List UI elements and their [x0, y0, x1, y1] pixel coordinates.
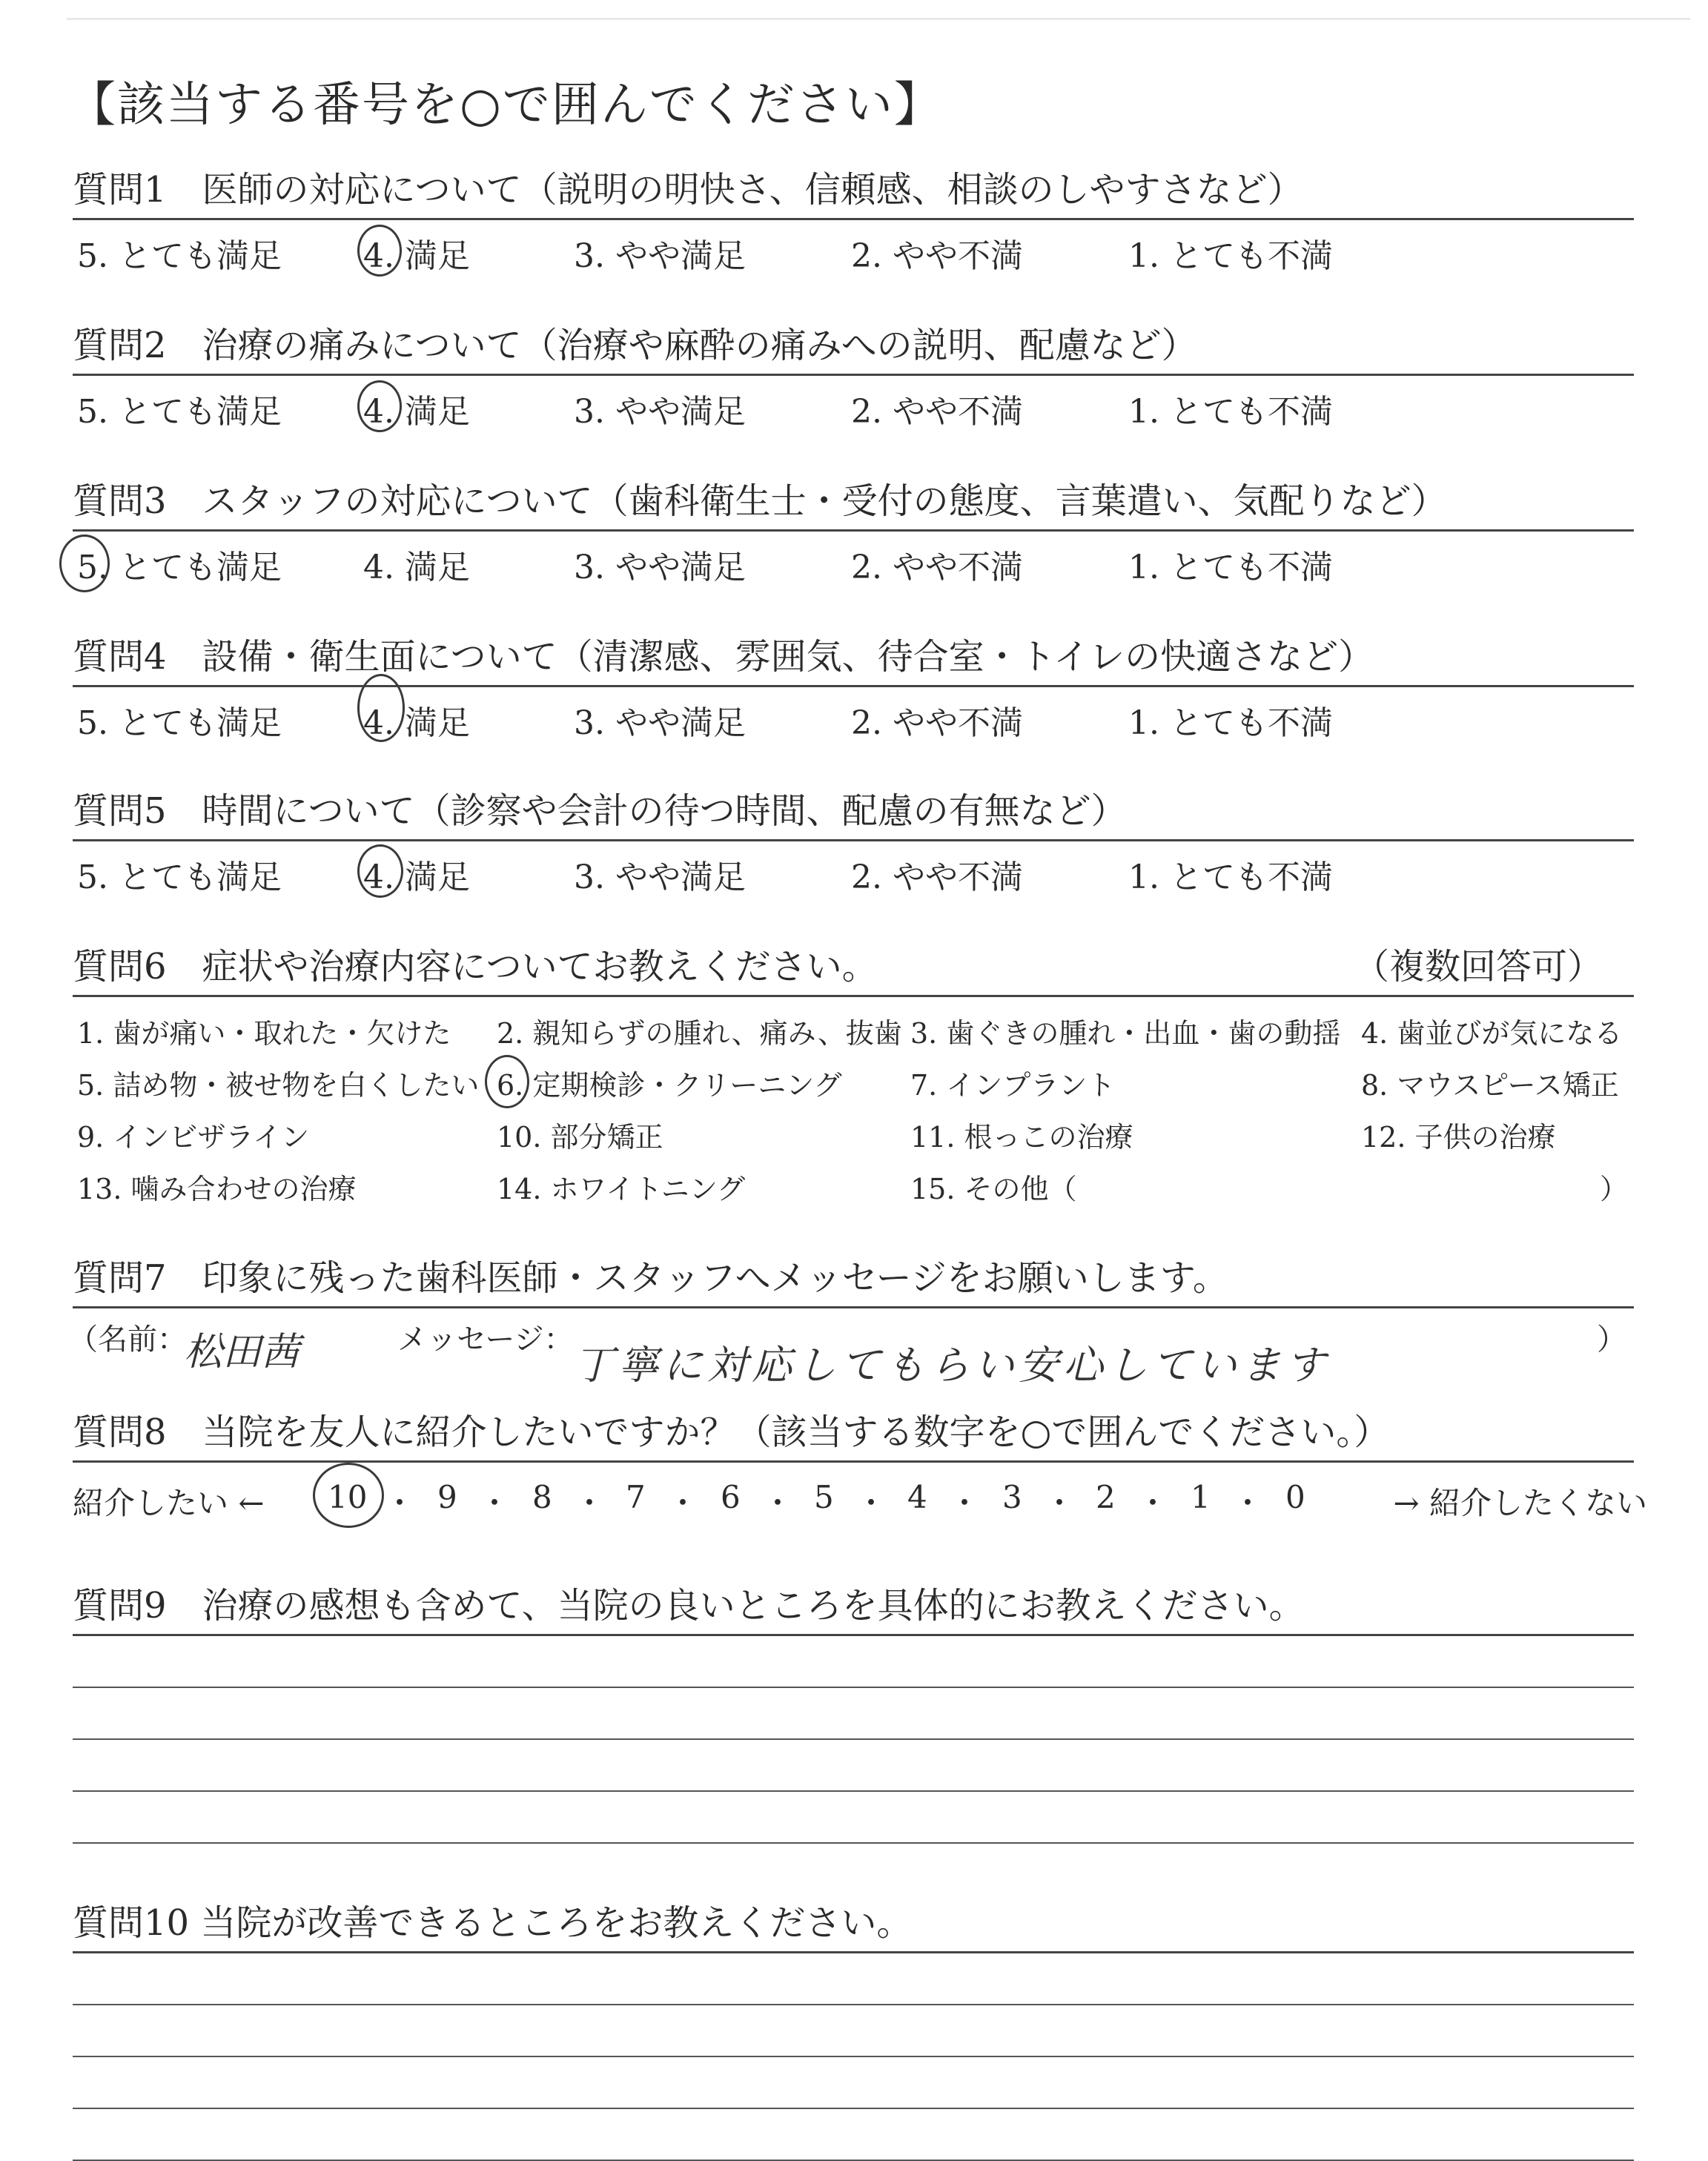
option-3[interactable]: 3. やや満足 — [574, 393, 746, 431]
question-1-options — [73, 220, 1634, 279]
answer-line[interactable] — [73, 1740, 1634, 1792]
scale-value[interactable]: 10 — [328, 1479, 368, 1515]
question-3-options — [73, 532, 1634, 591]
treatment-option[interactable]: 3. 歯ぐきの腫れ・出血・歯の動揺 — [910, 1017, 1341, 1050]
question-2 — [73, 313, 1634, 435]
option-5[interactable]: 5. とても満足 — [77, 704, 282, 742]
scale-value[interactable]: 5 — [814, 1479, 834, 1515]
scale-value[interactable]: 9 — [437, 1479, 457, 1515]
option-2[interactable]: 2. やや不満 — [851, 549, 1023, 586]
other-close-paren: ） — [1599, 1173, 1628, 1205]
treatment-option[interactable]: 8. マウスピース矯正 — [1361, 1069, 1619, 1102]
selected-circle-mark — [357, 225, 402, 277]
option-4[interactable]: 4. 満足 — [363, 549, 470, 586]
option-2[interactable]: 2. やや不満 — [851, 704, 1023, 742]
recommend-right-label: → 紹介したくない — [1393, 1485, 1647, 1521]
option-3[interactable]: 3. やや満足 — [574, 704, 746, 742]
question-9-text: 質問9 治療の感想も含めて、当院の良いところを具体的にお教えください。 — [73, 1585, 1305, 1626]
option-1[interactable]: 1. とても不満 — [1128, 858, 1333, 896]
answer-line[interactable] — [73, 2005, 1634, 2057]
question-7 — [68, 1245, 1634, 1389]
scale-value[interactable]: 8 — [532, 1479, 552, 1515]
question-8 — [73, 1394, 1647, 1529]
scale-value[interactable]: 1 — [1191, 1479, 1211, 1515]
question-1-text: 質問1 医師の対応について（説明の明快さ、信頼感、相談のしやすさなど） — [73, 169, 1303, 211]
question-4 — [73, 624, 1634, 747]
treatment-options-grid — [73, 997, 1634, 1209]
option-5[interactable]: 5. とても満足 — [77, 237, 282, 275]
selected-circle-mark — [357, 674, 405, 742]
recommend-left-label: 紹介したい ← — [73, 1485, 265, 1521]
option-1[interactable]: 1. とても不満 — [1128, 393, 1333, 431]
option-3[interactable]: 3. やや満足 — [574, 237, 746, 275]
question-4-options — [73, 687, 1634, 747]
treatment-option[interactable]: 11. 根っこの治療 — [910, 1121, 1133, 1154]
option-4[interactable]: 4. 満足 — [363, 704, 470, 742]
option-2[interactable]: 2. やや不満 — [851, 858, 1023, 896]
option-4[interactable]: 4. 満足 — [363, 858, 470, 896]
form-title: 【該当する番号を○で囲んでください】 — [68, 78, 943, 133]
scale-separator: ・ — [762, 1485, 794, 1521]
scale-separator: ・ — [1044, 1485, 1076, 1521]
question-10-text: 質問10 当院が改善できるところをお教えください。 — [73, 1902, 913, 1944]
message-close-paren: ） — [1597, 1323, 1626, 1357]
question-2-options — [73, 376, 1634, 435]
option-4[interactable]: 4. 満足 — [363, 237, 470, 275]
treatment-option[interactable]: 10. 部分矯正 — [497, 1121, 663, 1154]
scale-value[interactable]: 6 — [721, 1479, 741, 1515]
answer-line[interactable] — [73, 1953, 1634, 2005]
treatment-option[interactable]: 15. その他（ — [910, 1173, 1077, 1205]
scale-value[interactable]: 0 — [1285, 1479, 1305, 1515]
scan-edge — [67, 18, 1690, 20]
scale-separator: ・ — [1232, 1485, 1264, 1521]
question-3 — [73, 469, 1634, 591]
question-6 — [73, 934, 1634, 1209]
option-1[interactable]: 1. とても不満 — [1128, 237, 1333, 275]
question-5 — [73, 778, 1634, 901]
selected-circle-mark — [357, 380, 402, 432]
answer-line[interactable] — [73, 1688, 1634, 1740]
scale-value[interactable]: 7 — [626, 1479, 646, 1515]
multiple-answers-note: （複数回答可） — [1353, 946, 1603, 987]
treatment-option[interactable]: 6. 定期検診・クリーニング — [497, 1069, 842, 1102]
scale-separator: ・ — [479, 1485, 511, 1521]
treatment-option[interactable]: 5. 詰め物・被せ物を白くしたい — [77, 1069, 480, 1102]
question-7-text: 質問7 印象に残った歯科医師・スタッフへメッセージをお願いします。 — [73, 1257, 1228, 1299]
handwritten-message[interactable]: 丁寧に対応してもらい安心しています — [574, 1342, 1330, 1389]
treatment-option[interactable]: 1. 歯が痛い・取れた・欠けた — [77, 1017, 451, 1050]
question-2-text: 質問2 治療の痛みについて（治療や麻酔の痛みへの説明、配慮など） — [73, 325, 1197, 366]
option-1[interactable]: 1. とても不満 — [1128, 704, 1333, 742]
scale-separator: ・ — [949, 1485, 981, 1521]
question-8-text: 質問8 当院を友人に紹介したいですか？（該当する数字を○で囲んでください。） — [73, 1412, 1390, 1453]
option-1[interactable]: 1. とても不満 — [1128, 549, 1333, 586]
question-3-text: 質問3 スタッフの対応について（歯科衛生士・受付の態度、言葉遣い、気配りなど） — [73, 480, 1447, 522]
scale-value[interactable]: 4 — [907, 1479, 927, 1515]
option-5[interactable]: 5. とても満足 — [77, 393, 282, 431]
selected-circle-mark — [59, 535, 110, 592]
answer-line[interactable] — [73, 1636, 1634, 1688]
question-1 — [73, 157, 1634, 279]
scale-separator: ・ — [667, 1485, 699, 1521]
treatment-option[interactable]: 9. インビザライン — [77, 1121, 310, 1154]
question-10 — [73, 1883, 1634, 2161]
scale-separator: ・ — [1137, 1485, 1169, 1521]
question-6-text: 質問6 症状や治療内容についてお教えください。 — [73, 946, 878, 987]
handwritten-name[interactable]: 松田茜 — [184, 1330, 300, 1374]
question-5-options — [73, 841, 1634, 901]
scale-value[interactable]: 3 — [1002, 1479, 1022, 1515]
option-5[interactable]: 5. とても満足 — [77, 549, 282, 586]
scale-separator: ・ — [384, 1485, 416, 1521]
treatment-option[interactable]: 7. インプラント — [910, 1069, 1116, 1102]
question-5-text: 質問5 時間について（診察や会計の待つ時間、配慮の有無など） — [73, 790, 1127, 832]
treatment-option[interactable]: 12. 子供の治療 — [1361, 1121, 1556, 1154]
answer-line[interactable] — [73, 2109, 1634, 2161]
message-line — [68, 1308, 1634, 1389]
selected-circle-mark — [485, 1055, 529, 1108]
name-label: （名前： — [68, 1323, 187, 1357]
option-2[interactable]: 2. やや不満 — [851, 393, 1023, 431]
scale-value[interactable]: 2 — [1096, 1479, 1116, 1515]
option-3[interactable]: 3. やや満足 — [574, 858, 746, 896]
option-4[interactable]: 4. 満足 — [363, 393, 470, 431]
option-2[interactable]: 2. やや不満 — [851, 237, 1023, 275]
scale-separator: ・ — [855, 1485, 887, 1521]
option-3[interactable]: 3. やや満足 — [574, 549, 746, 586]
treatment-option[interactable]: 4. 歯並びが気になる — [1361, 1017, 1623, 1050]
message-label: メッセージ： — [397, 1323, 574, 1357]
answer-line[interactable] — [73, 2057, 1634, 2109]
treatment-option[interactable]: 14. ホワイトニング — [497, 1173, 746, 1205]
recommend-scale — [73, 1463, 1647, 1529]
question-9 — [73, 1566, 1634, 1844]
option-5[interactable]: 5. とても満足 — [77, 858, 282, 896]
treatment-option[interactable]: 13. 噛み合わせの治療 — [77, 1173, 357, 1205]
treatment-option[interactable]: 2. 親知らずの腫れ、痛み、抜歯 — [497, 1017, 902, 1050]
selected-circle-mark — [357, 844, 403, 898]
selected-circle-mark — [313, 1463, 384, 1528]
scale-separator: ・ — [574, 1485, 606, 1521]
question-4-text: 質問4 設備・衛生面について（清潔感、雰囲気、待合室・トイレの快適さなど） — [73, 636, 1374, 678]
answer-line[interactable] — [73, 1792, 1634, 1844]
